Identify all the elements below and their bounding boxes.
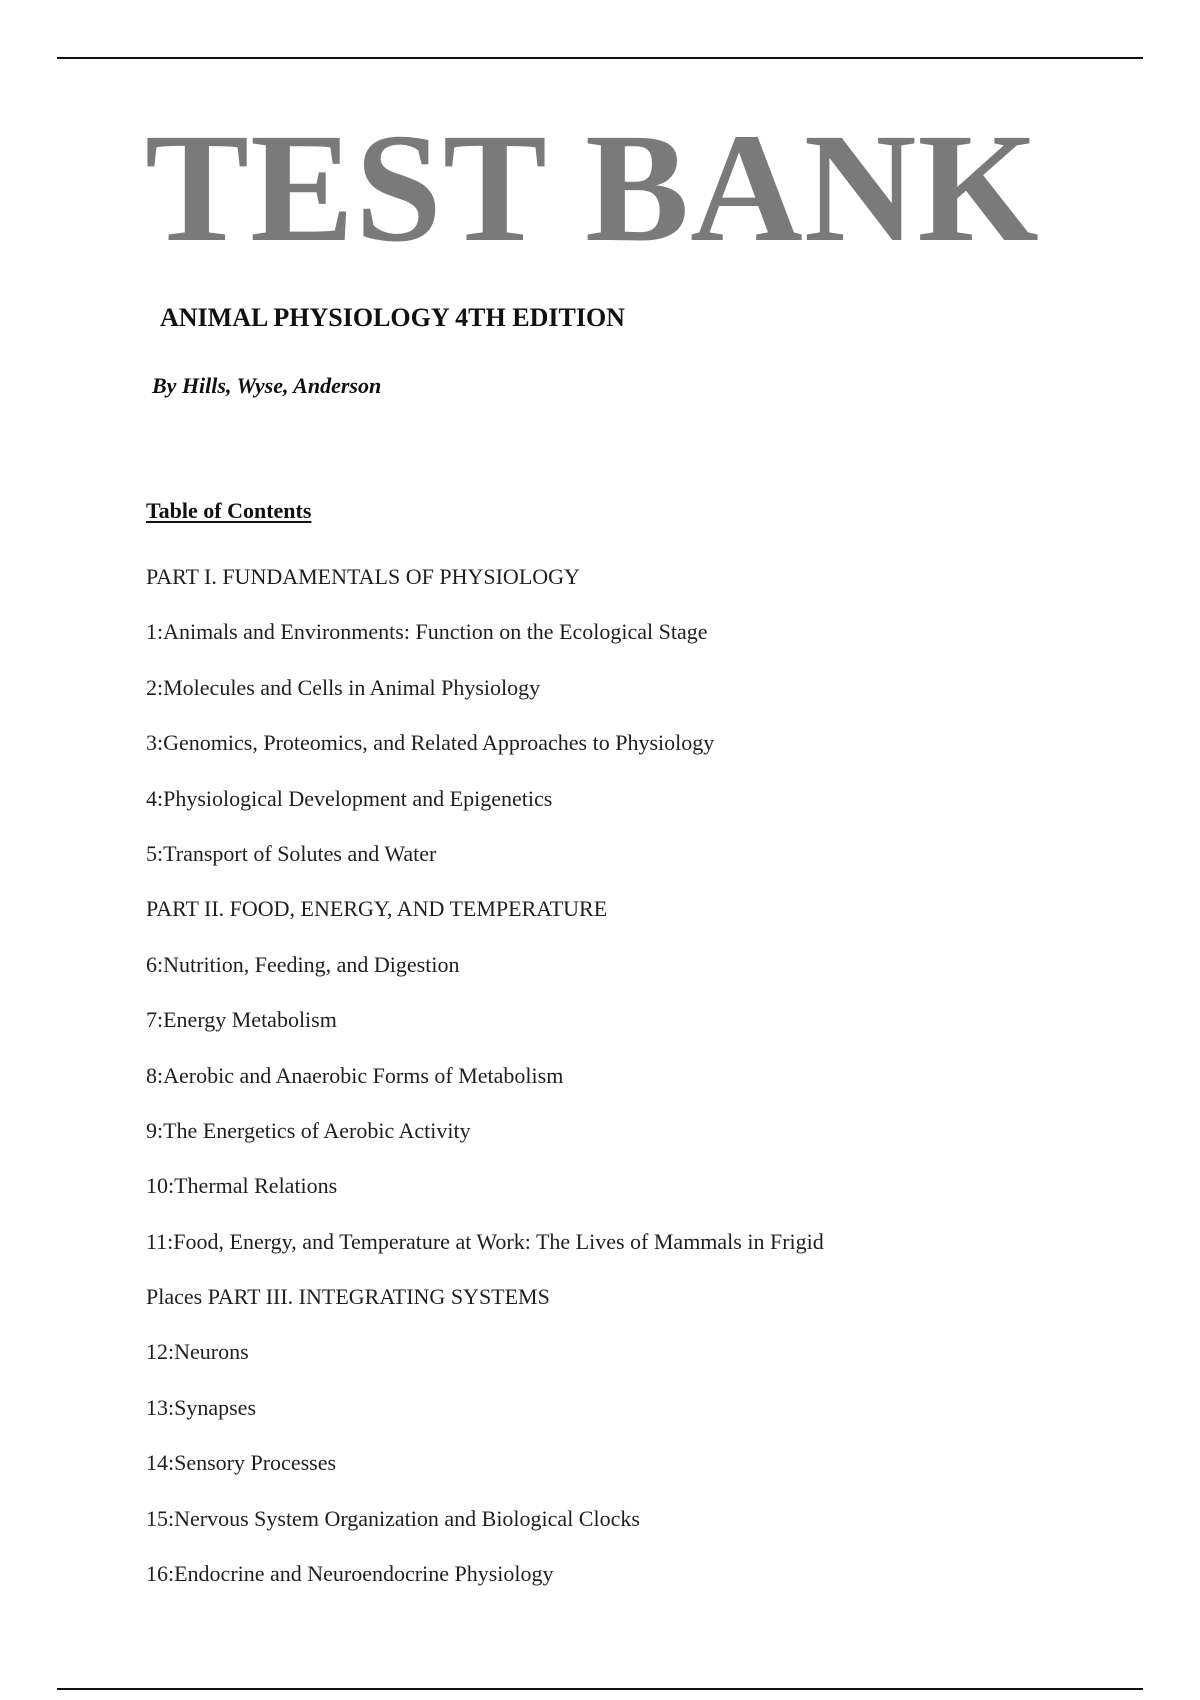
toc-entry: 6:Nutrition, Feeding, and Digestion — [146, 951, 460, 977]
toc-entry: 14:Sensory Processes — [146, 1450, 337, 1476]
toc-entry: 3:Genomics, Proteomics, and Related Approaches to Physiology — [146, 730, 715, 756]
top-divider — [57, 57, 1143, 59]
test-bank-banner: TEST BANK — [145, 101, 1040, 274]
toc-entry: 15:Nervous System Organization and Biological Clocks — [146, 1505, 640, 1531]
toc-part-3: Places PART III. INTEGRATING SYSTEMS — [146, 1284, 550, 1310]
toc-part-2: PART II. FOOD, ENERGY, AND TEMPERATURE — [146, 896, 608, 922]
toc-entry: 5:Transport of Solutes and Water — [146, 840, 437, 866]
toc-entry: 16:Endocrine and Neuroendocrine Physiology — [146, 1561, 554, 1587]
toc-entry: 11:Food, Energy, and Temperature at Work: The Lives of Mammals in Frigid — [146, 1228, 824, 1254]
book-title: ANIMAL PHYSIOLOGY 4TH EDITION — [160, 303, 625, 332]
toc-part-1: PART I. FUNDAMENTALS OF PHYSIOLOGY — [146, 564, 580, 589]
bottom-divider — [57, 1688, 1143, 1690]
toc-entry: 13:Synapses — [146, 1394, 256, 1420]
toc-list — [146, 563, 824, 1615]
toc-entry: 12:Neurons — [146, 1339, 249, 1365]
toc-heading: Table of Contents — [146, 498, 312, 523]
toc-entry: 2:Molecules and Cells in Animal Physiology — [146, 674, 541, 700]
toc-entry: 4:Physiological Development and Epigenetics — [146, 785, 553, 811]
authors-line: By Hills, Wyse, Anderson — [152, 373, 382, 398]
toc-entry: 10:Thermal Relations — [146, 1173, 338, 1199]
toc-entry: 8:Aerobic and Anaerobic Forms of Metabolism — [146, 1062, 564, 1088]
toc-entry: 7:Energy Metabolism — [146, 1007, 337, 1033]
toc-entry: 9:The Energetics of Aerobic Activity — [146, 1117, 471, 1143]
toc-entry: 1:Animals and Environments: Function on the Ecological Stage — [146, 619, 708, 645]
